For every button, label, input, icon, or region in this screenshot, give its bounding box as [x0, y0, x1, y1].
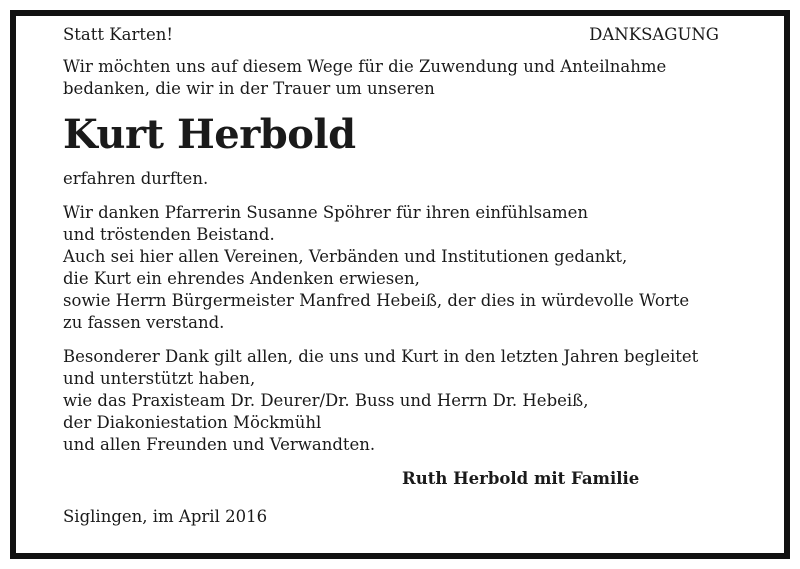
signature: Ruth Herbold mit Familie — [402, 469, 640, 488]
deceased-name: Kurt Herbold — [63, 111, 356, 158]
header-right-title: DANKSAGUNG — [589, 25, 719, 44]
header-left-text: Statt Karten! — [63, 25, 173, 44]
special-thanks-line: und allen Freunden und Verwandten. — [63, 435, 376, 454]
special-thanks-line: Besonderer Dank gilt allen, die uns und Kurt in den letzten Jahren begleitet — [63, 347, 699, 366]
intro-line: Wir möchten uns auf diesem Wege für die Zuwendung und Anteilnahme — [63, 57, 667, 76]
thanks-line: und tröstenden Beistand. — [63, 225, 275, 244]
thanks-paragraph — [63, 202, 719, 334]
place-date: Siglingen, im April 2016 — [63, 507, 268, 526]
thanks-line: Auch sei hier allen Vereinen, Verbänden und Institutionen gedankt, — [63, 247, 628, 266]
thanks-line: Wir danken Pfarrerin Susanne Spöhrer für ihren einfühlsamen — [63, 203, 589, 222]
thanks-line: die Kurt ein ehrendes Andenken erwiesen, — [63, 269, 420, 288]
special-thanks-line: und unterstützt haben, — [63, 369, 256, 388]
special-thanks-paragraph — [63, 346, 719, 456]
intro-paragraph — [63, 56, 719, 100]
after-name-line: erfahren durften. — [63, 169, 209, 188]
intro-line: bedanken, die wir in der Trauer um unseren — [63, 79, 435, 98]
thanks-line: zu fassen verstand. — [63, 313, 225, 332]
header-row — [63, 24, 719, 46]
obituary-notice — [63, 24, 719, 528]
special-thanks-line: der Diakoniestation Möckmühl — [63, 413, 322, 432]
thanks-line: sowie Herrn Bürgermeister Manfred Hebeiß, der dies in würdevolle Worte — [63, 291, 690, 310]
after-name-text — [63, 168, 719, 190]
special-thanks-line: wie das Praxisteam Dr. Deurer/Dr. Buss und Herrn Dr. Hebeiß, — [63, 391, 589, 410]
